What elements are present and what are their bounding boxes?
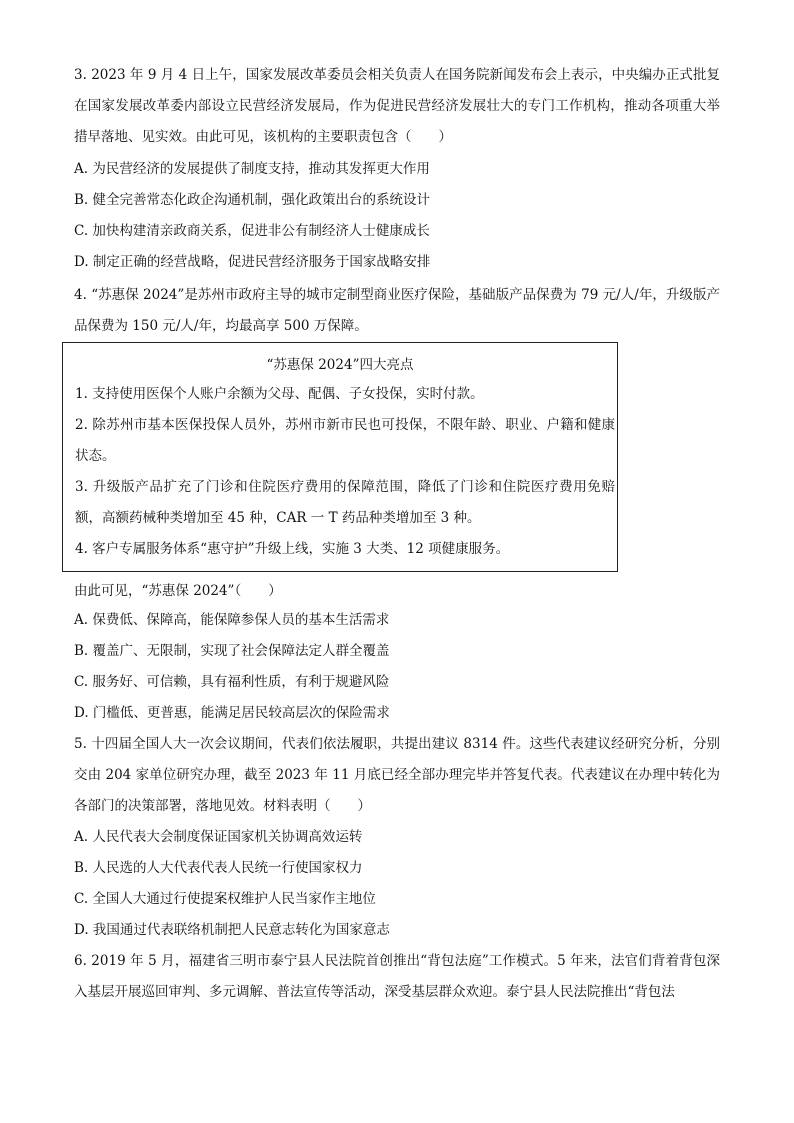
- q3-option-d: D. 制定正确的经营战略，促进民营经济服务于国家战略安排: [74, 254, 431, 270]
- q4-question: 由此可见，“苏惠保 2024”（ ）: [74, 583, 282, 599]
- q5-stem: 5. 十四届全国人大一次会议期间，代表们依法履职，共提出建议 8314 件。这些代表建议经研究分析，分别交由 204 家单位研究办理，截至 2023 年 11 月底已经全部办理完毕并答复代表。代表建议在办理中转化为各部门的决策部署，落地见效。材料表明（ ）: [74, 736, 720, 814]
- q5-option-a: A. 人民代表大会制度保证国家机关协调高效运转: [74, 829, 363, 845]
- q3-option-c: C. 加快构建清亲政商关系，促进非公有制经济人士健康成长: [74, 223, 430, 239]
- q6-stem: 6. 2019 年 5 月，福建省三明市泰宁县人民法院首创推出“背包法庭”工作模式。5 年来，法官们背着背包深入基层开展巡回审判、多元调解、普法宣传等活动，深受基层群众欢迎。泰宁县人民法院推出“背包法: [74, 953, 720, 1000]
- q4-option-d: D. 门槛低、更普惠，能满足居民较高层次的保险需求: [74, 705, 390, 721]
- q4-highlight-2: 2. 除苏州市基本医保投保人员外，苏州市新市民也可投保，不限年龄、职业、户籍和健康状态。: [75, 417, 615, 464]
- q4-option-c: C. 服务好、可信赖，具有福利性质，有利于规避风险: [74, 674, 390, 690]
- q4-stem: 4. “苏惠保 2024”是苏州市政府主导的城市定制型商业医疗保险，基础版产品保费为 79 元/人/年，升级版产品保费为 150 元/人/年，均最高享 500 万保障。: [74, 287, 720, 334]
- q4-option-a: A. 保费低、保障高，能保障参保人员的基本生活需求: [74, 612, 390, 628]
- q5-option-c: C. 全国人大通过行使提案权维护人民当家作主地位: [74, 891, 376, 907]
- q3-option-a: A. 为民营经济的发展提供了制度支持，推动其发挥更大作用: [74, 161, 430, 177]
- q4-highlight-4: 4. 客户专属服务体系“惠守护”升级上线，实施 3 大类、12 项健康服务。: [75, 541, 510, 557]
- q4-highlights-box: [62, 342, 618, 572]
- q5-option-d: D. 我国通过代表联络机制把人民意志转化为国家意志: [74, 922, 390, 938]
- q4-highlights-title: “苏惠保 2024”四大亮点: [266, 357, 414, 373]
- q3-stem: 3. 2023 年 9 月 4 日上午，国家发展改革委员会相关负责人在国务院新闻发布会上表示，中央编办正式批复在国家发展改革委内部设立民营经济发展局，作为促进民营经济发展壮大的专门工作机构，推动各项重大举措早落地、见实效。由此可见，该机构的主要职责包含（ ）: [74, 67, 720, 145]
- q4-option-b: B. 覆盖广、无限制，实现了社会保障法定人群全覆盖: [74, 643, 390, 659]
- q4-highlight-3: 3. 升级版产品扩充了门诊和住院医疗费用的保障范围，降低了门诊和住院医疗费用免赔额，高额药械种类增加至 45 种，CAR 一 T 药品种类增加至 3 种。: [75, 479, 615, 526]
- q3-option-b: B. 健全完善常态化政企沟通机制，强化政策出台的系统设计: [74, 192, 431, 208]
- q4-highlight-1: 1. 支持使用医保个人账户余额为父母、配偶、子女投保，实时付款。: [75, 386, 484, 402]
- q5-option-b: B. 人民选的人大代表代表人民统一行使国家权力: [74, 860, 363, 876]
